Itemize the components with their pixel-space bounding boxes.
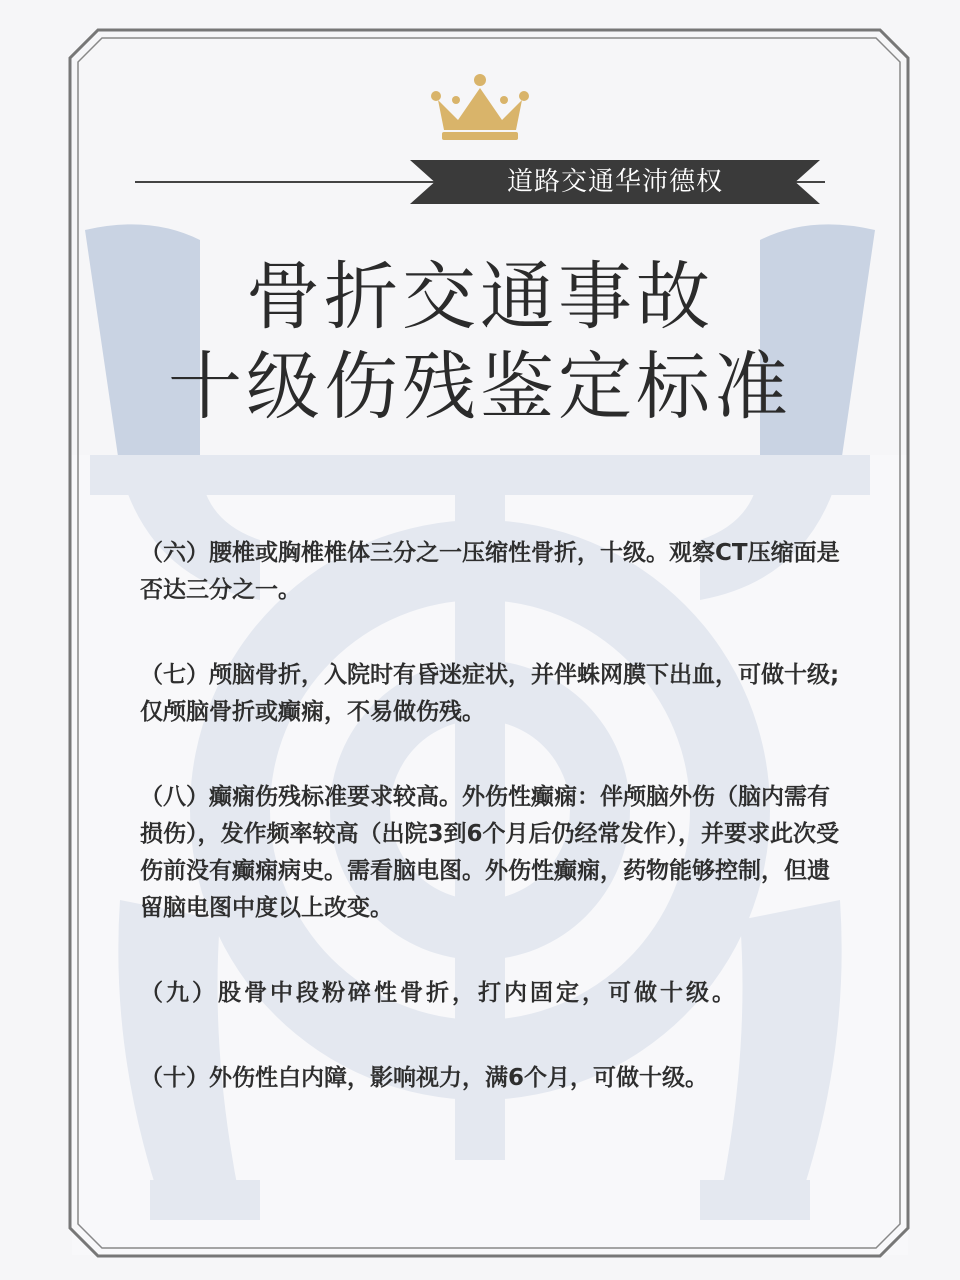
- list-item: （十）外伤性白内障，影响视力，满6个月，可做十级。: [140, 1065, 709, 1091]
- page-title-line1: 骨折交通事故: [246, 254, 714, 340]
- banner-label: 道路交通华沛德权: [506, 167, 723, 197]
- list-item: （七）颅脑骨折，入院时有昏迷症状，并伴蛛网膜下出血，可做十级;仅颅脑骨折或癫痫，不易做伤残。: [140, 662, 840, 725]
- page-title-line2: 十级伤残鉴定标准: [168, 344, 792, 430]
- header-banner: [135, 160, 825, 204]
- list-item: （八）癫痫伤残标准要求较高。外伤性癫痫：伴颅脑外伤（脑内需有损伤），发作频率较高（出院3到6个月后仍经常发作），并要求此次受伤前没有癫痫病史。需看脑电图。外伤性癫痫，药物能够控制，但遗留脑电图中度以上改变。: [140, 784, 840, 921]
- standards-list: [140, 535, 840, 1145]
- list-item: （六）腰椎或胸椎椎体三分之一压缩性骨折，十级。观察CT压缩面是否达三分之一。: [140, 540, 840, 603]
- list-item: （九）股骨中段粉碎性骨折，打内固定，可做十级。: [140, 980, 738, 1006]
- crown-icon: [430, 70, 530, 142]
